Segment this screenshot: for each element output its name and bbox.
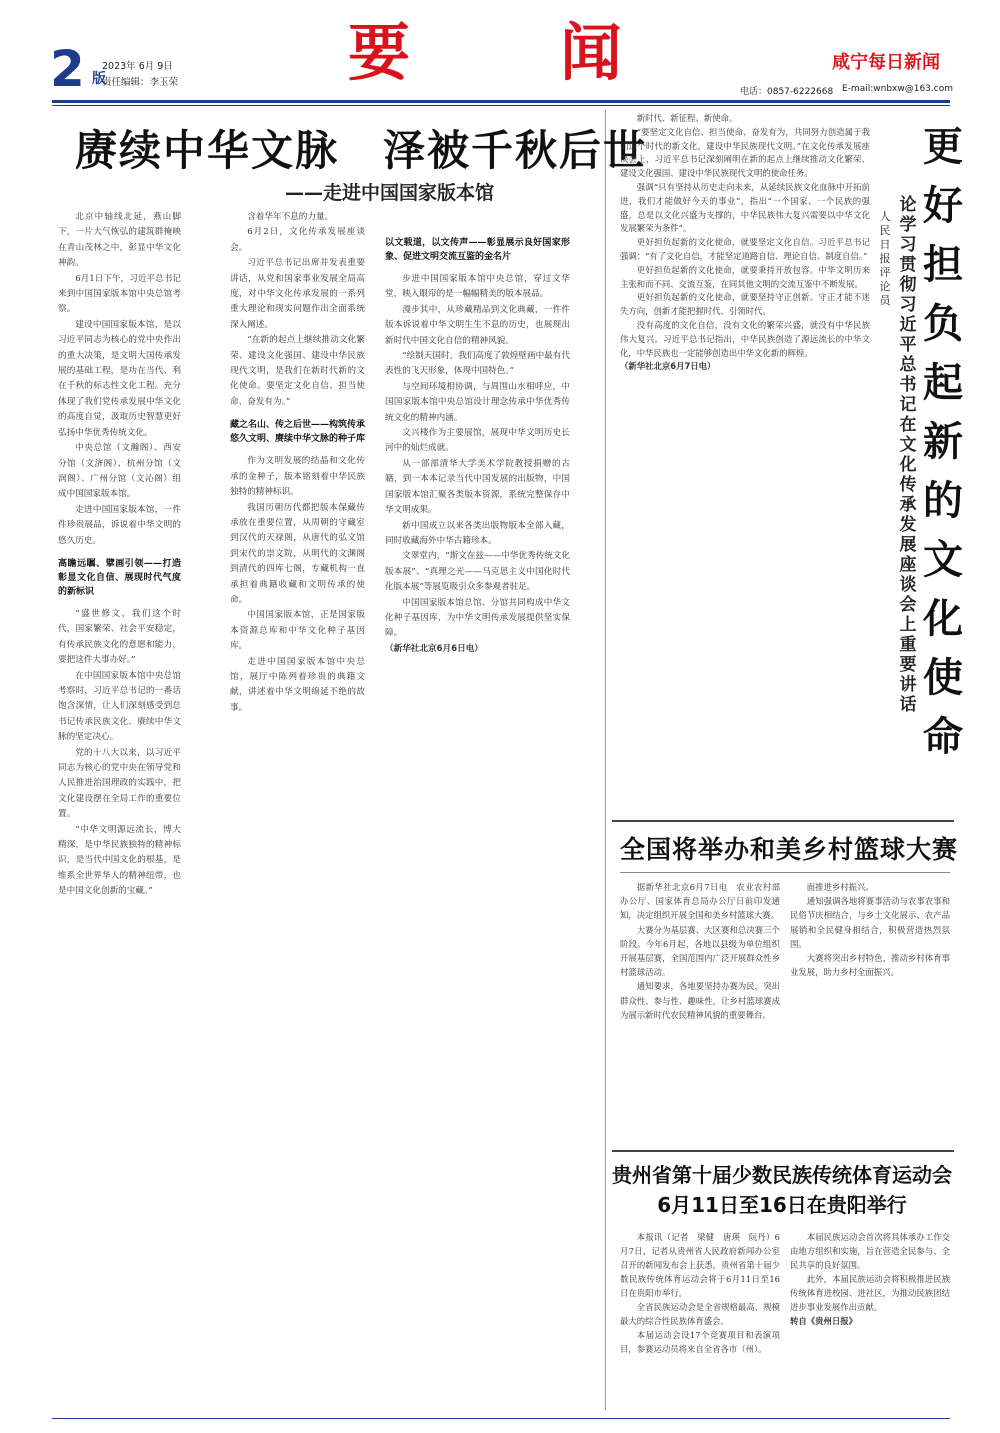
paragraph: 含着华年不息的力量。 bbox=[247, 212, 334, 222]
ethnic-games-headline: 贵州省第十届少数民族传统体育运动会6月11日至16日在贵阳举行 bbox=[612, 1163, 952, 1217]
basketball-column-2 bbox=[790, 880, 950, 1138]
basketball-column-1 bbox=[620, 880, 780, 1138]
paragraph: 作为文明发展的结晶和文化传承的金种子，版本铭刻着中华民族独特的精神标识。 bbox=[230, 456, 365, 498]
commentary-subtitle: 论学习贯彻习近平总书记在文化传承发展座谈会上重要讲话 bbox=[899, 195, 917, 715]
paragraph: 从一部部清华大学美术学院教授捐赠的古籍，到一本本记录当代中国发展的出版物，中国国家版本馆汇聚各类版本资源，系统完整保存中华文明成果。 bbox=[385, 458, 570, 516]
paragraph: 我国历朝历代都把版本保藏传承放在重要位置，从周朝的守藏室到汉代的天禄阁，从唐代的弘文馆到宋代的崇文院，从明代的文渊阁到清代的四库七阁，专藏机构一直承担着典籍收藏和文明传承的使命。 bbox=[230, 502, 365, 605]
paragraph: 本届运动会设17个竞赛项目和表演项目，参赛运动员将来自全省各市（州）。 bbox=[620, 1330, 780, 1354]
paragraph: “在新的起点上继续推动文化繁荣、建设文化强国、建设中华民族现代文明，是我们在新时代新的文化使命。要坚定文化自信、担当使命、奋发有为。” bbox=[230, 335, 365, 407]
paragraph: 大赛分为基层赛、大区赛和总决赛三个阶段。今年6月起，各地以县级为单位组织开展基层赛，全国范围内广泛开展群众性乡村篮球活动。 bbox=[620, 924, 780, 978]
contact-phone: 电话：0857-6222668 bbox=[740, 87, 834, 97]
paragraph: （新华社北京6月7日电） bbox=[620, 361, 716, 372]
page-number: 2 bbox=[50, 40, 85, 98]
lead-story-headline: 赓续中华文脉 泽被千秋后世 bbox=[75, 126, 648, 175]
paragraph: 大赛将突出乡村特色，推动乡村体育事业发展，助力乡村全面振兴。 bbox=[790, 953, 950, 978]
paragraph: 文兴楼作为主要展馆，展现中华文明历史长河中的灿烂成就。 bbox=[385, 428, 570, 454]
paragraph: 全省民族运动会是全省规格最高、规模最大的综合性民族体育盛会。 bbox=[620, 1302, 780, 1326]
paragraph: “绘制天国时，我们高度了敦煌壁画中最有代表性的飞天形象，体现中国特色。” bbox=[385, 351, 570, 377]
lead-story-column-3 bbox=[385, 228, 570, 1410]
paragraph: 步进中国国家版本馆中央总馆，穿过文华堂，映入眼帘的是一幅幅精美的版本展品。 bbox=[385, 274, 570, 300]
headline-rule bbox=[620, 872, 950, 873]
paragraph: 走进中国国家版本馆中央总馆，展厅中陈列着珍贵的典籍文献，讲述着中华文明绵延不绝的故事。 bbox=[230, 656, 365, 713]
paragraph: 转自《贵州日报》 bbox=[790, 1316, 857, 1326]
section-divider bbox=[612, 1150, 954, 1152]
paragraph: 高瞻远瞩、擘画引领——打造彰显文化自信、展现时代气度的新标识 bbox=[58, 558, 181, 597]
section-divider bbox=[612, 820, 954, 822]
paragraph: 与空间环境相协调，与周围山水相呼应，中国国家版本馆中央总馆设计理念传承中华优秀传统文化的精神内涵。 bbox=[385, 381, 570, 423]
lead-story-column-2 bbox=[230, 210, 365, 1410]
contact-email: E-mail:wnbxw@163.com bbox=[842, 84, 953, 94]
paragraph: 在中国国家版本馆中央总馆考察时，习近平总书记的一番话饱含深情，让人们深刻感受到总书记传承民族文化、赓续中华文脉的坚定决心。 bbox=[58, 670, 181, 743]
paragraph: 面推进乡村振兴。 bbox=[806, 882, 874, 892]
paragraph: 通知要求，各地要坚持办赛为民，突出群众性、参与性、趣味性，让乡村篮球赛成为展示新时代农民精神风貌的重要舞台。 bbox=[620, 981, 780, 1020]
paragraph: 更好担负起新的文化使命，就要秉持开放包容。中华文明历来主张和而不同、交流互鉴，在同其他文明的交流互鉴中不断发展。 bbox=[620, 264, 870, 289]
paragraph: 文翠堂内，“斯文在兹——中华优秀传统文化版本展”、“真理之光——马克思主义中国化时代化版本展”等展览吸引众多参观者驻足。 bbox=[385, 551, 570, 593]
paragraph: 此外，本届民族运动会将积极推进民族传统体育进校园、进社区，为推动民族团结进步事业发展作出贡献。 bbox=[790, 1274, 950, 1312]
paragraph: 漫步其中，从珍藏精品到文化典藏，一件件版本诉说着中华文明生生不息的历史，也展现出新时代中国文化自信的精神风貌。 bbox=[385, 304, 570, 346]
paragraph: 更好担负起新的文化使命，就要坚持守正创新。守正才能不迷失方向，创新才能把握时代、引领时代。 bbox=[620, 292, 870, 317]
lead-story-column-1 bbox=[58, 210, 181, 1410]
masthead-rule-thin bbox=[52, 105, 950, 106]
paragraph: 更好担负起新的文化使命，就要坚定文化自信。习近平总书记强调：“有了文化自信，才能坚定道路自信、理论自信、制度自信。” bbox=[620, 237, 870, 261]
paragraph: “中华文明源远流长，博大精深，是中华民族独特的精神标识，是当代中国文化的根基，是维系全世界华人的精神纽带，也是中国文化创新的宝藏。” bbox=[58, 824, 181, 897]
paragraph: 中央总馆（文瀚阁）、西安分馆（文济阁）、杭州分馆（文润阁）、广州分馆（文沁阁）组成中国国家版本馆。 bbox=[58, 443, 181, 500]
paragraph: 强调“只有坚持从历史走向未来，从延续民族文化血脉中开拓前进，我们才能做好今天的事业”，指出“一个国家、一个民族的强盛，总是以文化兴盛为支撑的，中华民族伟大复兴需要以中华文化发展繁荣为条件”。 bbox=[620, 181, 870, 234]
paragraph: 本报讯（记者 梁健 唐瑛 阮丹）6月7日，记者从贵州省人民政府新闻办公室召开的新闻发布会上获悉，贵州省第十届少数民族传统体育运动会将于6月11日至16日在贵阳市举行。 bbox=[620, 1232, 780, 1298]
paragraph: 新时代、新征程、新使命。 bbox=[636, 113, 738, 123]
paragraph: 北京中轴线北延，燕山脚下，一片大气恢弘的建筑群掩映在青山茂林之中，彰显中华文化神韵。 bbox=[58, 212, 181, 269]
issue-date: 2023年 6月 9日 bbox=[102, 61, 173, 72]
paragraph: 通知强调各地将赛事活动与农事农事和民俗节庆相结合，与乡土文化展示、农产品展销和全民健身相结合，积极营造热烈氛围。 bbox=[790, 896, 950, 949]
paragraph: 走进中国国家版本馆，一件件珍贵展品，诉说着中华文明的悠久历史。 bbox=[58, 504, 181, 546]
masthead-rule bbox=[52, 100, 950, 103]
paragraph: 习近平总书记出席并发表重要讲话，从党和国家事业发展全局高度，对中华文化传承发展的一系列重大理论和现实问题作出全面系统深入阐述。 bbox=[230, 258, 365, 330]
paragraph: 中国国家版本馆，正是国家版本资源总库和中华文化种子基因库。 bbox=[230, 610, 365, 652]
newspaper-name: 咸宁每日新闻 bbox=[832, 52, 940, 73]
paragraph: 6月1日下午，习近平总书记来到中国国家版本馆中央总馆考察。 bbox=[58, 273, 181, 315]
footer-rule bbox=[52, 1418, 950, 1419]
paragraph: 6月2日，文化传承发展座谈会。 bbox=[230, 227, 365, 253]
paragraph: 中国国家版本馆总馆、分馆共同构成中华文化种子基因库，为中华文明传承发展提供坚实保障。 bbox=[385, 597, 570, 639]
ethnic-games-column-1 bbox=[620, 1230, 780, 1420]
page-number-label: 版 bbox=[92, 71, 106, 87]
section-title: 要闻 bbox=[348, 16, 773, 89]
paragraph: 建设中国国家版本馆，是以习近平同志为核心的党中央作出的重大决策，是文明大国传承发展的基础工程，是功在当代、利在千秋的标志性文化工程。充分体现了我们党传承发展中华文化的高度自觉，汲取历史智慧更好弘扬中华优秀传统文化。 bbox=[58, 319, 181, 438]
lead-story-subheadline: ——走进中国国家版本馆 bbox=[285, 182, 495, 204]
paragraph: 党的十八大以来，以习近平同志为核心的党中央在领导党和人民推进治国理政的实践中，把文化建设摆在全局工作的重要位置。 bbox=[58, 747, 181, 820]
paragraph: 没有高度的文化自信，没有文化的繁荣兴盛，就没有中华民族伟大复兴。习近平总书记指出，中华民族创造了源远流长的中华文化，中华民族也一定能够创造出中华文化新的辉煌。 bbox=[620, 319, 870, 358]
commentary-title: 更好担负起新的文化使命 bbox=[923, 124, 963, 760]
responsible-editor: 责任编辑：李玉荣 bbox=[102, 77, 179, 88]
paragraph: “盛世修文，我们这个时代，国家繁荣、社会平安稳定，有传承民族文化的意愿和能力，要把这件大事办好。” bbox=[58, 608, 181, 666]
paragraph: 本届民族运动会首次将具体承办工作交由地方组织和实施，旨在营造全民参与、全民共享的良好氛围。 bbox=[790, 1232, 950, 1270]
ethnic-games-column-2 bbox=[790, 1230, 950, 1420]
commentary-body bbox=[620, 112, 870, 742]
paragraph: 以文载道，以文传声——彰显展示良好国家形象、促进文明交流互鉴的金名片 bbox=[385, 238, 570, 262]
commentary-source: 人民日报评论员 bbox=[879, 210, 891, 307]
paragraph: 新中国成立以来各类出版物版本全部入藏，同时收藏海外中华古籍珍本。 bbox=[385, 520, 570, 546]
column-divider bbox=[605, 110, 606, 1410]
paragraph: （新华社北京6月6日电） bbox=[385, 643, 483, 654]
paragraph: 藏之名山、传之后世——构筑传承悠久文明、赓续中华文脉的种子库 bbox=[230, 420, 365, 445]
paragraph: “要坚定文化自信、担当使命、奋发有为，共同努力创造属于我们这个时代的新文化，建设中华民族现代文明。”在文化传承发展座谈会上，习近平总书记深刻阐明在新的起点上继续推动文化繁荣、建设文化强国、建设中华民族现代文明的使命任务。 bbox=[620, 126, 870, 179]
basketball-headline: 全国将举办和美乡村篮球大赛 bbox=[620, 835, 959, 864]
paragraph: 据新华社北京6月7日电 农业农村部办公厅、国家体育总局办公厅日前印发通知，决定组织开展全国和美乡村篮球大赛。 bbox=[620, 882, 780, 921]
